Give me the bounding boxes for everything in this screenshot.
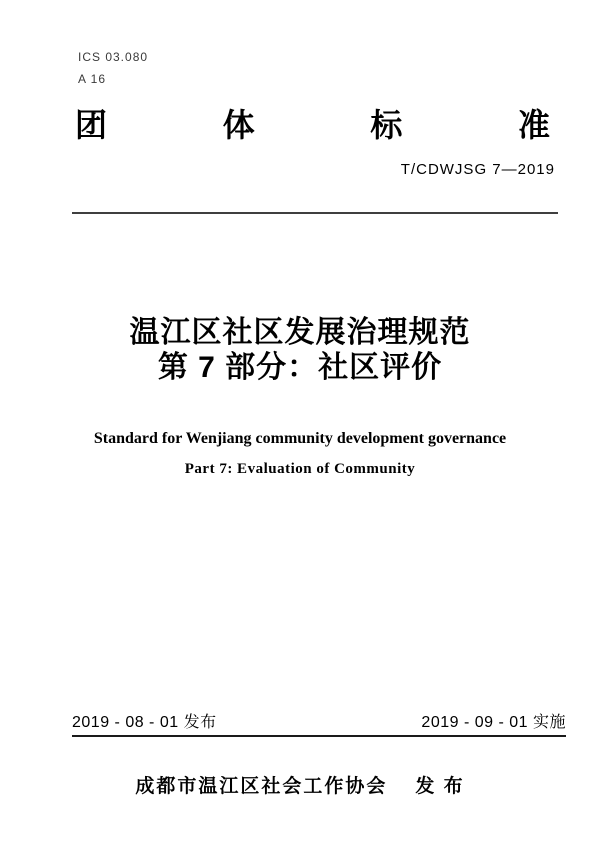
issue-date: 2019 - 08 - 01 发布 (72, 714, 217, 731)
standard-type-char: 准 (517, 107, 550, 143)
english-subtitle-line2: Part 7: Evaluation of Community (184, 461, 416, 477)
publisher-row (0, 771, 600, 798)
publisher-name: 成都市温江区社会工作协会 (135, 776, 388, 797)
english-subtitle-line1: Standard for Wenjiang community development governance (93, 430, 507, 447)
standard-type-char: 标 (370, 107, 403, 143)
ics-code: ICS 03.080 (78, 50, 149, 64)
date-rule-row (72, 710, 566, 737)
header-divider-rule (72, 212, 558, 214)
standard-type-char: 体 (222, 107, 255, 143)
document-title-line2: 第 7 部分：社区评价 (157, 351, 443, 384)
implement-date: 2019 - 09 - 01 实施 (421, 714, 566, 731)
standard-type-heading (75, 109, 550, 141)
standard-type-char: 团 (75, 107, 108, 143)
classification-code: A 16 (78, 72, 107, 86)
document-title-line1: 温江区社区发展治理规范 (129, 316, 471, 349)
publish-label: 发 布 (415, 776, 465, 797)
document-title (0, 315, 600, 385)
standard-number: T/CDWJSG 7—2019 (400, 161, 555, 178)
